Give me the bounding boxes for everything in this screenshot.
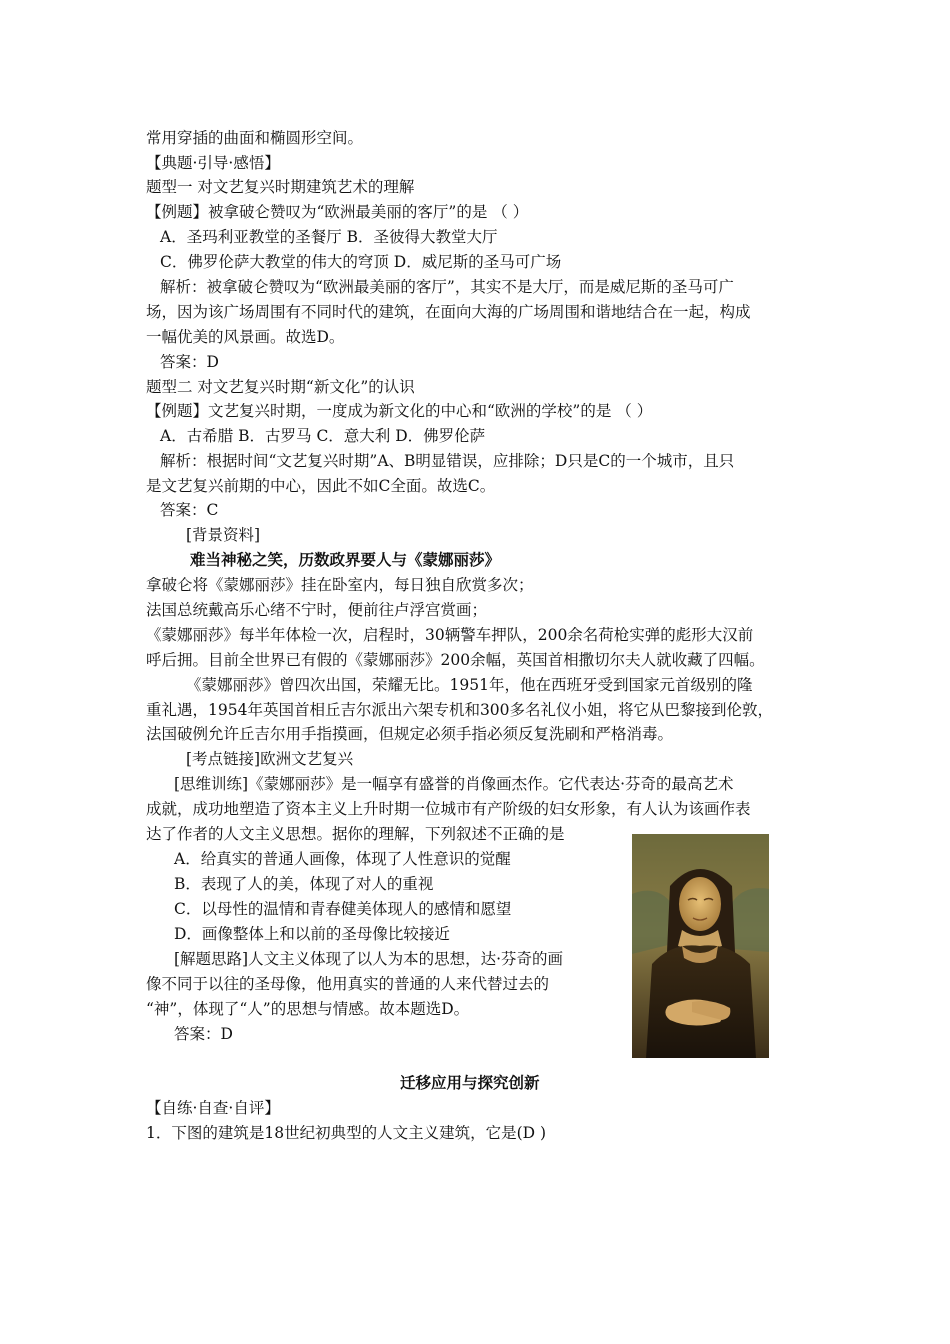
analysis-line: 是文艺复兴前期的中心，因此不如C全面。故选C。: [146, 477, 496, 495]
training-line: [思维训练]《蒙娜丽莎》是一幅享有盛誉的肖像画杰作。它代表达·芬奇的最高艺术: [174, 775, 734, 793]
analysis-line: 解析：根据时间“文艺复兴时期”A、B明显错误，应排除；D只是C的一个城市，且只: [160, 452, 735, 470]
solution-line: 像不同于以往的圣母像，他用真实的普通的人来代替过去的: [146, 975, 550, 993]
answer-line: 答案：D: [160, 353, 219, 371]
options-line: C．佛罗伦萨大教堂的伟大的穹顶 D．威尼斯的圣马可广场: [160, 253, 562, 271]
text-line: 常用穿插的曲面和椭圆形空间。: [146, 129, 364, 147]
mona-lisa-painting: [632, 834, 769, 1058]
question-type-heading: 题型二 对文艺复兴时期“新文化”的认识: [146, 378, 415, 396]
analysis-line: 解析：被拿破仑赞叹为“欧洲最美丽的客厅”，其实不是大厅，而是威尼斯的圣马可广: [160, 278, 734, 296]
training-line: 成就，成功地塑造了资本主义上升时期一位城市有产阶级的妇女形象，有人认为该画作表: [146, 800, 751, 818]
link-label: [考点链接]欧洲文艺复兴: [186, 750, 354, 768]
background-label: [背景资料]: [186, 526, 261, 544]
section-title: 迁移应用与探究创新: [400, 1073, 540, 1092]
option-d: D．画像整体上和以前的圣母像比较接近: [174, 925, 450, 943]
options-line: A．古希腊 B．古罗马 C．意大利 D．佛罗伦萨: [160, 427, 486, 445]
article-line: 重礼遇，1954年英国首相丘吉尔派出六架专机和300多名礼仪小姐，将它从巴黎接到伦敦，: [146, 701, 774, 719]
article-line: 拿破仑将《蒙娜丽莎》挂在卧室内，每日独自欣赏多次；: [146, 576, 534, 594]
analysis-line: 一幅优美的风景画。故选D。: [146, 328, 345, 346]
article-line: 《蒙娜丽莎》曾四次出国，荣耀无比。1951年，他在西班牙受到国家元首级别的隆: [186, 676, 753, 694]
solution-line: [解题思路]人文主义体现了以人为本的思想，达·芬奇的画: [174, 950, 564, 968]
section-heading: 【典题·引导·感悟】: [146, 154, 280, 172]
option-b: B．表现了人的美，体现了对人的重视: [174, 875, 434, 893]
example-question: 【例题】被拿破仑赞叹为“欧洲最美丽的客厅”的是 （ ）: [146, 203, 529, 221]
article-line: 法国破例允许丘吉尔用手指摸画，但规定必须手指必须反复洗刷和严格消毒。: [146, 725, 674, 743]
training-line: 达了作者的人文主义思想。据你的理解，下列叙述不正确的是: [146, 825, 565, 843]
answer-line: 答案：D: [174, 1025, 233, 1043]
solution-line: “神”，体现了“人”的思想与情感。故本题选D。: [146, 1000, 470, 1018]
section-heading: 【自练·自查·自评】: [146, 1099, 280, 1117]
exercise-question: 1．下图的建筑是18世纪初典型的人文主义建筑，它是(D ): [146, 1124, 547, 1142]
article-line: 法国总统戴高乐心绪不宁时，便前往卢浮宫赏画；: [146, 601, 488, 619]
question-type-heading: 题型一 对文艺复兴时期建筑艺术的理解: [146, 178, 415, 196]
answer-line: 答案：C: [160, 501, 219, 519]
article-title: 难当神秘之笑，历数政界要人与《蒙娜丽莎》: [190, 550, 501, 569]
option-a: A．给真实的普通人画像，体现了人性意识的觉醒: [174, 850, 511, 868]
option-c: C．以母性的温情和青春健美体现人的感情和愿望: [174, 900, 512, 918]
analysis-line: 场，因为该广场周围有不同时代的建筑，在面向大海的广场周围和谐地结合在一起，构成: [146, 303, 751, 321]
example-question: 【例题】文艺复兴时期，一度成为新文化的中心和“欧洲的学校”的是 （ ）: [146, 402, 653, 420]
article-line: 呼后拥。目前全世界已有假的《蒙娜丽莎》200余幅，英国首相撒切尔夫人就收藏了四幅。: [146, 651, 765, 669]
article-line: 《蒙娜丽莎》每半年体检一次，启程时，30辆警车押队，200余名荷枪实弹的彪形大汉前: [146, 626, 754, 644]
options-line: A．圣玛利亚教堂的圣餐厅 B．圣彼得大教堂大厅: [160, 228, 498, 246]
